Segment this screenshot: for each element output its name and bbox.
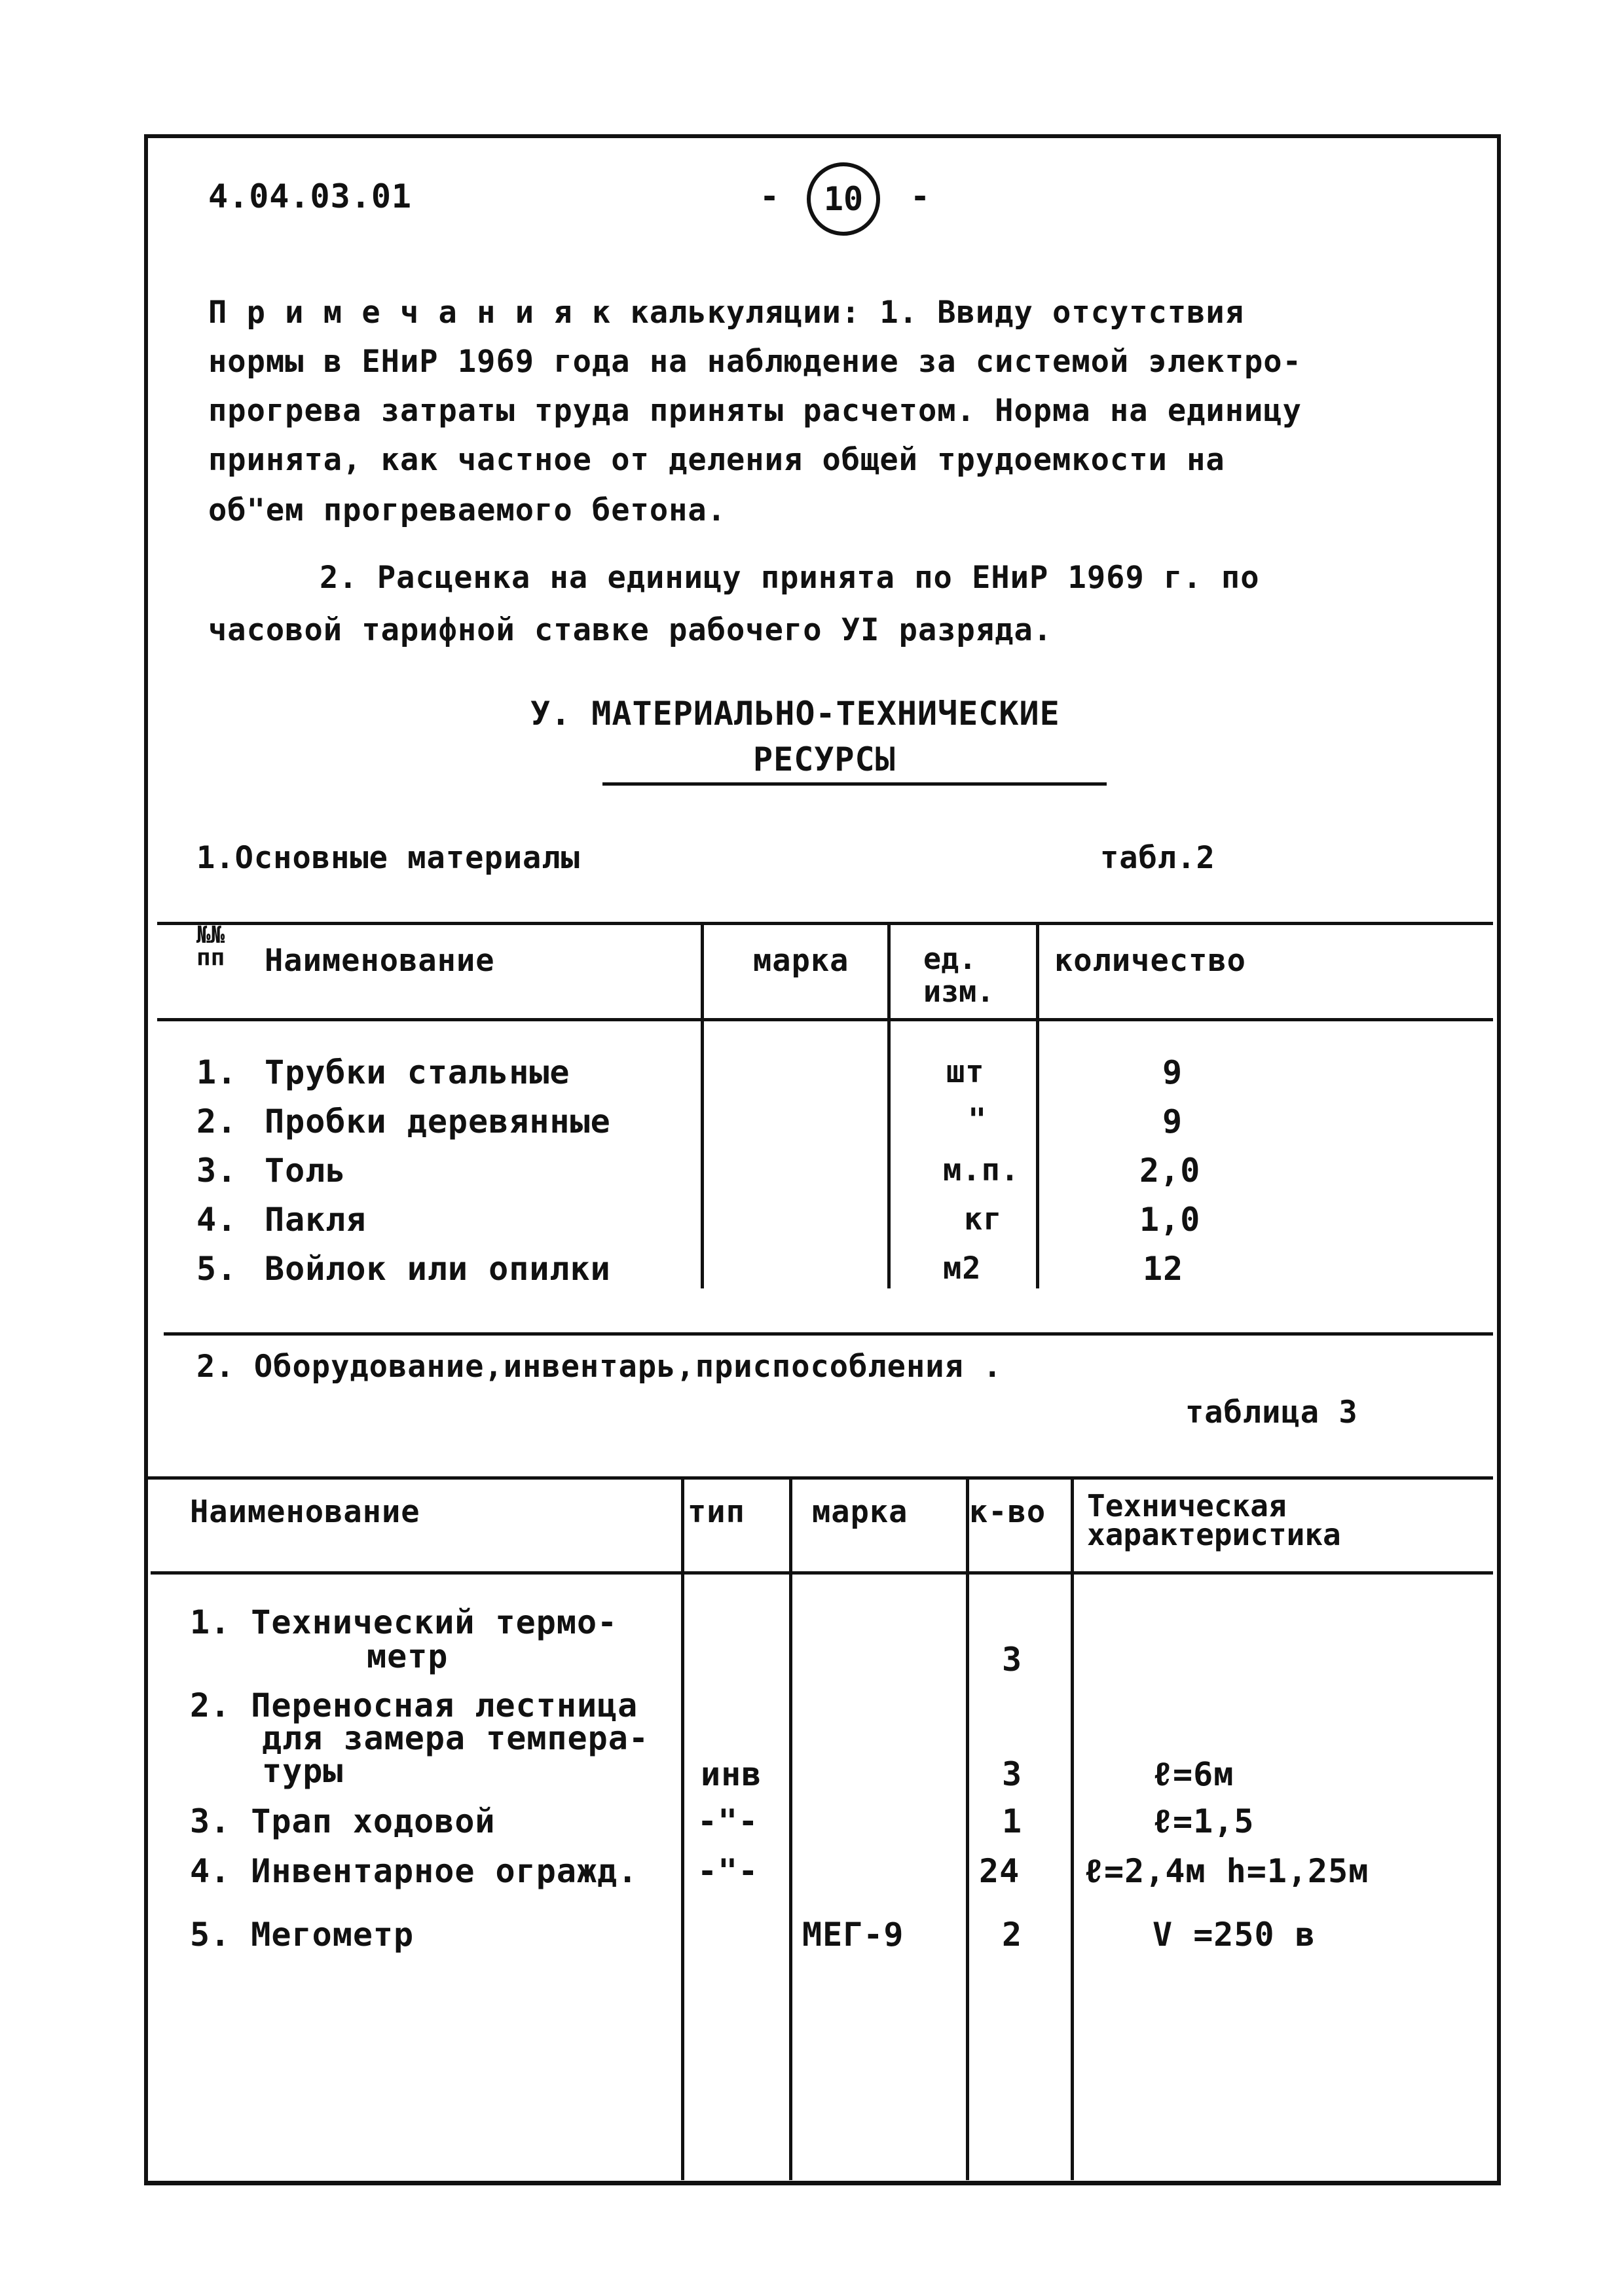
doc-code: 4.04.03.01 (208, 177, 413, 215)
table3-row-name-line1: 5. Мегометр (190, 1916, 415, 1954)
table2-col-divider-2 (887, 922, 891, 1288)
table3-row-name-line1: 2. Переносная лестница (190, 1686, 638, 1724)
table2-row-unit: шт (946, 1054, 985, 1090)
table2-caption: 1.Основные материалы (196, 840, 580, 876)
table2-row-num: 3. (196, 1152, 238, 1190)
table2-row-name: Войлок или опилки (265, 1250, 611, 1288)
table2-header-qty: количество (1054, 943, 1246, 979)
table3-row-name-line3: туры (262, 1752, 344, 1790)
table3-header-name: Наименование (190, 1494, 420, 1530)
table3-header-mark: марка (812, 1494, 908, 1530)
table2-row-name: Пробки деревянные (265, 1102, 611, 1140)
table3-row-type: -"- (697, 1852, 759, 1890)
table2-col-divider-3 (1036, 922, 1039, 1288)
table3-row-spec: V =250 в (1153, 1916, 1316, 1954)
table3-row-qty: 24 (979, 1852, 1020, 1890)
table3-row-name-line2: метр (367, 1637, 449, 1675)
dash-right: - (910, 177, 931, 215)
page-number: 10 (807, 162, 880, 236)
table3-col-divider-1 (681, 1476, 684, 2180)
table3-row-spec: ℓ=2,4м h=1,25м (1084, 1852, 1369, 1890)
table2-header-num: №№ пп (196, 922, 225, 971)
table3-header-qty: к-во (969, 1494, 1046, 1530)
table2-row-num: 4. (196, 1201, 238, 1239)
table2-row-unit: кг (964, 1201, 1003, 1237)
table2-row-name: Трубки стальные (265, 1053, 570, 1091)
table3-col-divider-3 (966, 1476, 969, 2180)
table2-row-name: Пакля (265, 1201, 367, 1239)
table3-top-border (144, 1476, 1493, 1480)
table2-top-border (157, 922, 1493, 925)
table2-header-name: Наименование (265, 943, 495, 979)
notes-line-7: часовой тарифной ставке рабочего УI разряда. (208, 612, 1053, 648)
table3-row-spec: ℓ=1,5 (1153, 1802, 1255, 1840)
section-title-underline (602, 782, 1107, 786)
dash-left: - (760, 177, 781, 215)
table3-row-qty: 1 (1002, 1802, 1023, 1840)
table3-row-mark: МЕГ-9 (802, 1916, 904, 1954)
table2-header-border (157, 1018, 1493, 1021)
table2-row-qty: 9 (1162, 1102, 1183, 1140)
table2-row-name: Толь (265, 1152, 346, 1190)
table3-row-type: инв (701, 1755, 762, 1793)
section-title-line-2: РЕСУРСЫ (753, 740, 896, 778)
table3-row-type: -"- (697, 1802, 759, 1840)
table3-col-divider-4 (1071, 1476, 1074, 2180)
table3-header-border (151, 1571, 1493, 1575)
table2-label: табл.2 (1100, 840, 1215, 876)
table2-row-unit: " (968, 1102, 987, 1138)
section-title-line-1: У. МАТЕРИАЛЬНО-ТЕХНИЧЕСКИЕ (530, 695, 1060, 733)
table2-row-qty: 12 (1143, 1250, 1184, 1288)
table3-row-qty: 2 (1002, 1916, 1023, 1954)
table3-row-spec: ℓ=6м (1153, 1755, 1234, 1793)
table3-row-name-line1: 3. Трап ходовой (190, 1802, 496, 1840)
table2-row-qty: 1,0 (1139, 1201, 1201, 1239)
table2-col-divider-1 (701, 922, 704, 1288)
table3-header-type: тип (688, 1494, 745, 1530)
table3-header-spec: Техническая характеристика (1087, 1488, 1341, 1552)
table2-row-unit: м2 (943, 1250, 982, 1286)
table3-col-divider-2 (789, 1476, 792, 2180)
notes-line-5: об"ем прогреваемого бетона. (208, 492, 727, 528)
table2-header-unit: ед. изм. (923, 941, 995, 1009)
notes-line-1: П р и м е ч а н и я к калькуляции: 1. Ввиду отсутствия (208, 295, 1245, 331)
table3-label: таблица 3 (1185, 1394, 1358, 1430)
notes-line-4: принята, как частное от деления общей трудоемкости на (208, 442, 1225, 478)
table3-row-name-line1: 1. Технический термо- (190, 1603, 618, 1641)
table2-row-unit: м.п. (943, 1152, 1020, 1188)
table2-bottom-border (164, 1332, 1493, 1336)
notes-line-2: нормы в ЕНиР 1969 года на наблюдение за системой электро- (208, 344, 1302, 380)
table3-row-name-line1: 4. Инвентарное огражд. (190, 1852, 638, 1890)
table2-row-num: 5. (196, 1250, 238, 1288)
table2-row-qty: 2,0 (1139, 1152, 1201, 1190)
table3-row-name-line2: для замера темпера- (262, 1719, 649, 1757)
table2-header-mark: марка (753, 943, 849, 979)
table3-row-qty: 3 (1002, 1755, 1023, 1793)
notes-line-6: 2. Расценка на единицу принята по ЕНиР 1969 г. по (320, 560, 1260, 596)
table2-row-num: 1. (196, 1053, 238, 1091)
table2-row-qty: 9 (1162, 1053, 1183, 1091)
table3-row-qty: 3 (1002, 1641, 1023, 1679)
notes-line-3: прогрева затраты труда приняты расчетом. Норма на единицу (208, 393, 1302, 429)
table3-caption: 2. Оборудование,инвентарь,приспособления . (196, 1349, 1003, 1385)
table2-row-num: 2. (196, 1102, 238, 1140)
